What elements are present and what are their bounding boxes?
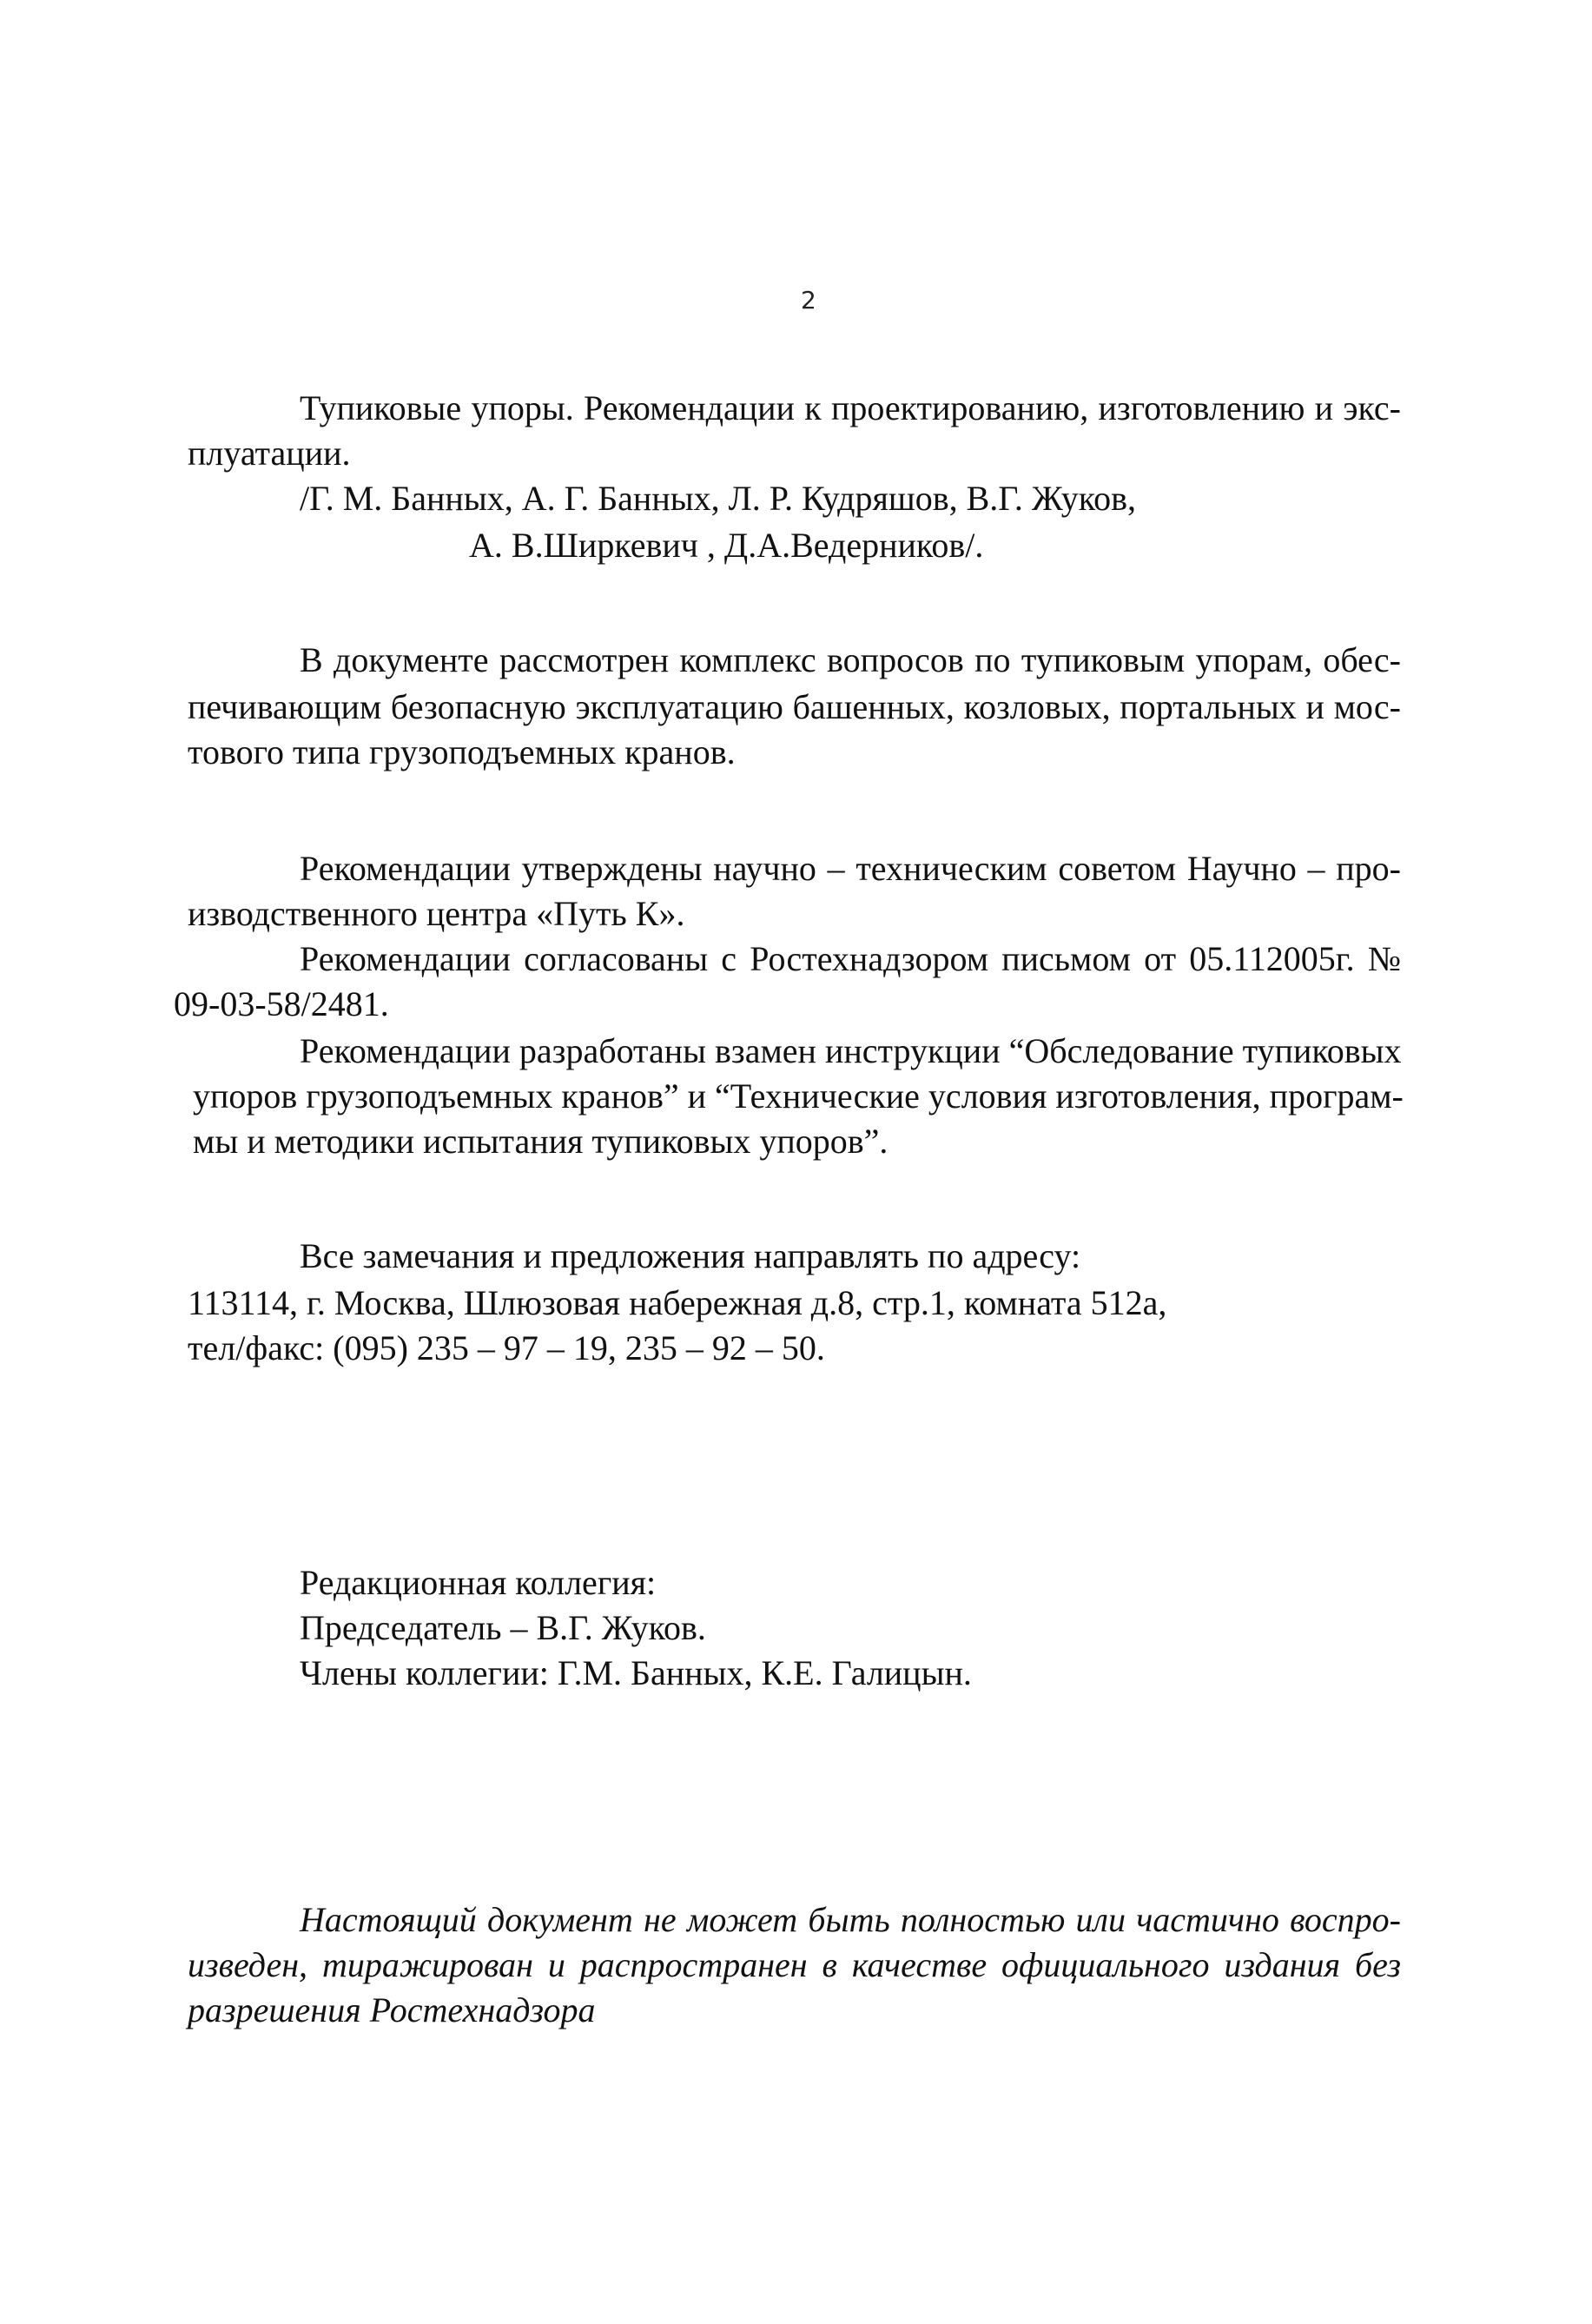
contacts-address: 113114, г. Москва, Шлюзовая набережная д.8, стр.1, комната 512а, [188, 1283, 1167, 1322]
abstract-line-3: тового типа грузоподъемных кранов. [188, 732, 736, 771]
approved-line-1: Рекомендации утверждены научно – техническим советом Научно – про- [300, 849, 1401, 888]
abstract-line-2: печивающим безопасную эксплуатацию башенных, козловых, портальных и мос- [188, 687, 1401, 726]
replaces-line-3: мы и методики испытания тупиковых упоров”. [193, 1122, 888, 1161]
notice-line-2: изведен, тиражирован и распространен в качестве официального издания без [188, 1945, 1401, 1984]
notice-line-3: разрешения Ростехнадзора [188, 1990, 596, 2029]
notice-line-1: Настоящий документ не может быть полностью или частично воспро- [300, 1900, 1401, 1939]
agreed-line-1: Рекомендации согласованы с Ростехнадзором письмом от 05.112005г. № [300, 939, 1401, 978]
editorial-board-heading: Редакционная коллегия: [300, 1563, 657, 1602]
editorial-board-members: Члены коллегии: Г.М. Банных, К.Е. Галицын. [300, 1653, 972, 1692]
contacts-phone: тел/факс: (095) 235 – 97 – 19, 235 – 92 – 50. [188, 1328, 825, 1367]
title-line-1: Тупиковые упоры. Рекомендации к проектированию, изготовлению и экс- [300, 388, 1401, 427]
replaces-line-2: упоров грузоподъемных кранов” и “Технические условия изготовления, програм- [193, 1076, 1404, 1116]
title-line-2: плуатации. [188, 434, 351, 473]
agreed-line-2: 09-03-58/2481. [174, 984, 389, 1023]
abstract-line-1: В документе рассмотрен комплекс вопросов по тупиковым упорам, обес- [300, 640, 1401, 679]
authors-line-2: А. В.Ширкевич , Д.А.Ведерников/. [469, 526, 984, 565]
authors-line-1: /Г. М. Банных, А. Г. Банных, Л. Р. Кудряшов, В.Г. Жуков, [300, 479, 1137, 518]
contacts-line-1: Все замечания и предложения направлять по адресу: [300, 1236, 1081, 1275]
replaces-line-1: Рекомендации разработаны взамен инструкции “Обследование тупиковых [300, 1031, 1402, 1070]
editorial-board-chairman: Председатель – В.Г. Жуков. [300, 1608, 706, 1647]
page-number: 2 [801, 286, 816, 315]
approved-line-2: изводственного центра «Путь К». [188, 894, 685, 933]
